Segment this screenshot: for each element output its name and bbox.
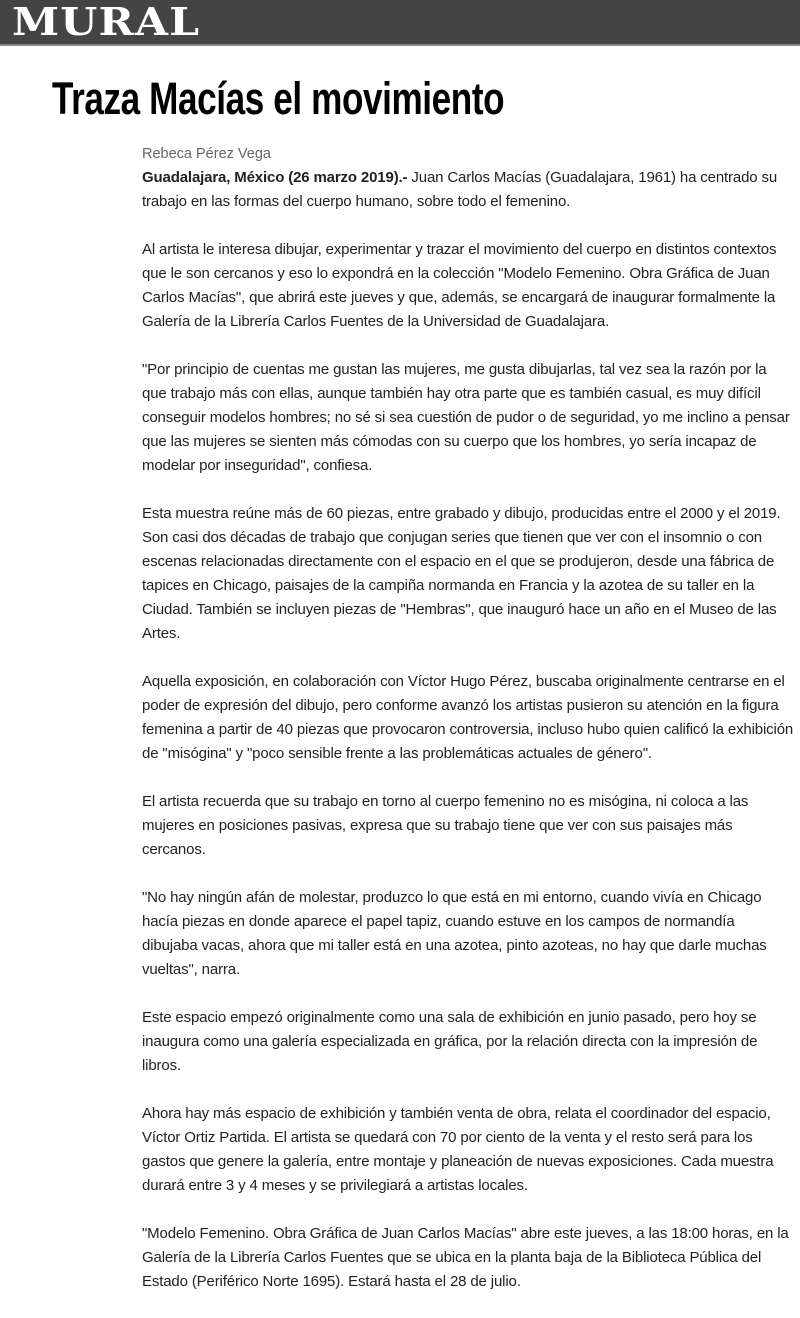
paragraph: Al artista le interesa dibujar, experimentar y trazar el movimiento del cuerpo en distintos contextos que le son cercanos y eso lo expondrá en la colección "Modelo Femenino. Obra Gráfica de Juan Carlos Macías", que abrirá este jueves y que, además, se encargará de inaugurar formalmente la Galería de la Librería Carlos Fuentes de la Universidad de Guadalajara.	[142, 241, 777, 330]
lead-paragraph	[142, 166, 794, 214]
lead-text: Juan Carlos Macías (Guadalajara, 1961) ha centrado su trabajo en las formas del cuerpo humano, sobre todo el femenino.	[142, 169, 778, 210]
paragraph: Este espacio empezó originalmente como una sala de exhibición en junio pasado, pero hoy se inaugura como una galería especializada en gráfica, por la relación directa con la impresión de libros.	[142, 1009, 758, 1074]
paragraph: "No hay ningún afán de molestar, produzco lo que está en mi entorno, cuando vivía en Chicago hacía piezas en donde aparece el papel tapiz, cuando estuve en los campos de normandía dibujaba vacas, ahora que mi taller está en una azotea, pinto azoteas, no hay que darle muchas vueltas", narra.	[142, 889, 767, 978]
paragraph: El artista recuerda que su trabajo en torno al cuerpo femenino no es misógina, ni coloca a las mujeres en posiciones pasivas, expresa que su trabajo tiene que ver con sus paisajes más cercanos.	[142, 793, 749, 858]
article-headline: Traza Macías el movimiento	[52, 73, 505, 124]
paragraph: Esta muestra reúne más de 60 piezas, entre grabado y dibujo, producidas entre el 2000 y el 2019. Son casi dos décadas de trabajo que conjugan series que tienen que ver con el insomnio o con escenas relacionadas directamente con el espacio en el que se produjeron, desde una fábrica de tapices en Chicago, paisajes de la campiña normanda en Francia y la azotea de su taller en la Ciudad. También se incluyen piezas de "Hembras", que inauguró hace un año en el Museo de las Artes.	[142, 505, 781, 642]
dateline: Guadalajara, México (26 marzo 2019).-	[142, 169, 408, 186]
article-body	[142, 145, 794, 1318]
masthead	[0, 0, 800, 46]
paragraph: "Modelo Femenino. Obra Gráfica de Juan Carlos Macías" abre este jueves, a las 18:00 horas, en la Galería de la Librería Carlos Fuentes que se ubica en la planta baja de la Biblioteca Pública del Estado (Periférico Norte 1695). Estará hasta el 28 de julio.	[142, 1225, 789, 1290]
paragraph: Ahora hay más espacio de exhibición y también venta de obra, relata el coordinador del espacio, Víctor Ortiz Partida. El artista se quedará con 70 por ciento de la venta y el resto será para los gastos que genere la galería, entre montaje y planeación de nuevas exposiciones. Cada muestra durará entre 3 y 4 meses y se privilegiará a artistas locales.	[142, 1105, 774, 1194]
byline: Rebeca Pérez Vega	[142, 146, 271, 162]
mural-logo[interactable]: MURAL	[12, 0, 201, 44]
paragraph: Aquella exposición, en colaboración con Víctor Hugo Pérez, buscaba originalmente centrarse en el poder de expresión del dibujo, pero conforme avanzó los artistas pusieron su atención en la figura femenina a partir de 40 piezas que provocaron controversia, incluso hubo quien calificó la exhibición de "misógina" y "poco sensible frente a las problemáticas actuales de género".	[142, 673, 794, 762]
paragraph: "Por principio de cuentas me gustan las mujeres, me gusta dibujarlas, tal vez sea la razón por la que trabajo más con ellas, aunque también hay otra parte que es también casual, es muy difícil conseguir modelos hombres; no sé si sea cuestión de pudor o de seguridad, yo me inclino a pensar que las mujeres se sienten más cómodas con su cuerpo que los hombres, yo sería incapaz de modelar por inseguridad", confiesa.	[142, 361, 790, 474]
